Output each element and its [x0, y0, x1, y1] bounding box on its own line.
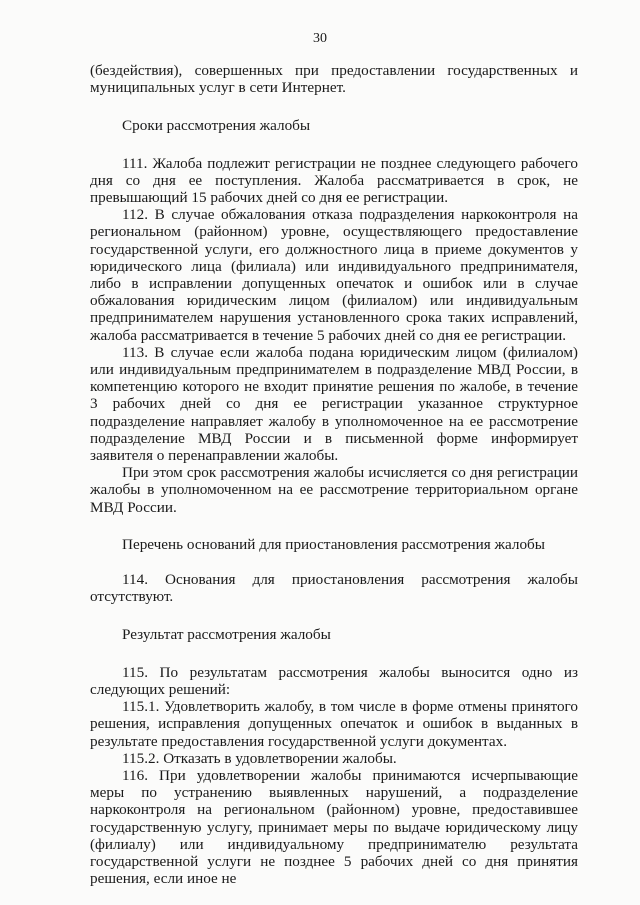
- paragraph-116: 116. При удовлетворении жалобы принимаются исчерпывающие меры по устранению выявленных нарушений, а подразделение наркоконтроля на региональном (районном) уровне, предоставившее государственную услугу, принимает меры по выдаче юридическому лицу (филиалу) или индивидуальному предпринимателю результата государственной услуги не позднее 5 рабочих дней со дня принятия решения, если иное не: [90, 766, 578, 888]
- section-heading-result: Результат рассмотрения жалобы: [122, 626, 331, 644]
- section-heading-suspension: Перечень оснований для приостановления рассмотрения жалобы: [122, 535, 545, 553]
- paragraph-114: 114. Основания для приостановления рассмотрения жалобы отсутствуют.: [90, 571, 578, 606]
- paragraph-115: 115. По результатам рассмотрения жалобы выносится одно из следующих решений:: [90, 663, 578, 698]
- paragraph-111: 111. Жалоба подлежит регистрации не позднее следующего рабочего дня со дня ее поступления. Жалоба рассматривается в срок, не превышающий 15 рабочих дней со дня ее регистрации.: [90, 154, 578, 207]
- section-heading-terms: Сроки рассмотрения жалобы: [122, 117, 311, 135]
- paragraph-115-2: 115.2. Отказать в удовлетворении жалобы.: [122, 749, 397, 767]
- document-body: [90, 62, 578, 887]
- paragraph-112: 112. В случае обжалования отказа подразделения наркоконтроля на региональном (районном) уровне, осуществляющего предоставление государственной услуги, его должностного лица в приеме документов у юридического лица (филиала) или индивидуального предпринимателя, либо в исправлении допущенных опечаток и ошибок или в случае обжалования юридическим лицом (филиалом) или индивидуальным предпринимателем нарушения установленного срока таких исправлений, жалоба рассматривается в течение 5 рабочих дней со дня ее регистрации.: [90, 206, 578, 344]
- page-number: 30: [313, 31, 327, 46]
- paragraph-115-1: 115.1. Удовлетворить жалобу, в том числе в форме отмены принятого решения, исправления допущенных опечаток и ошибок в выданных в результате предоставления государственной услуги документах.: [90, 698, 578, 750]
- paragraph-113: 113. В случае если жалоба подана юридическим лицом (филиалом) или индивидуальным предпринимателем в подразделение МВД России, в компетенцию которого не входит принятие решения по жалобе, в течение 3 рабочих дней со дня ее регистрации указанное структурное подразделение направляет жалобу в уполномоченное на ее рассмотрение подразделение МВД России и в письменной форме информирует заявителя о перенаправлении жалобы.: [90, 343, 578, 465]
- paragraph-continuation: (бездействия), совершенных при предоставлении государственных и муниципальных услуг в сети Интернет.: [90, 62, 578, 97]
- paragraph-113-note: При этом срок рассмотрения жалобы исчисляется со дня регистрации жалобы в уполномоченном на ее рассмотрение территориальном органе МВД России.: [90, 464, 578, 516]
